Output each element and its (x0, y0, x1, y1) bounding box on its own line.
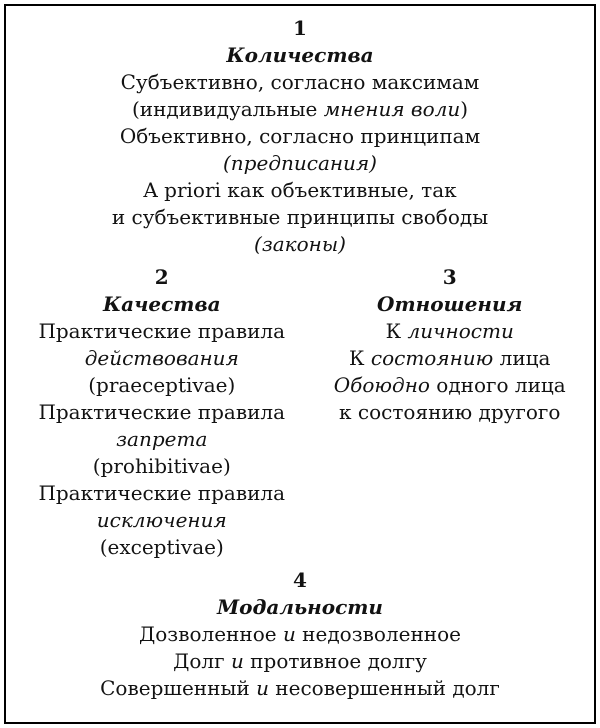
text-run: ) (460, 97, 469, 121)
text-line (312, 345, 588, 372)
section-quality (12, 264, 312, 561)
text-run: Совершенный (100, 676, 257, 700)
text-run: несовершенный долг (268, 676, 500, 700)
section-title: Качества (102, 292, 221, 316)
text-run: A priori как объективные, так (143, 178, 457, 202)
italic-run: и (282, 622, 296, 646)
italic-run: Обоюдно (333, 373, 430, 397)
text-line (12, 150, 588, 177)
text-line (12, 123, 588, 150)
section-modality (12, 567, 588, 702)
text-run: Практические правила (38, 319, 286, 343)
section-number: 3 (442, 265, 457, 289)
italic-run: мнения воли (323, 97, 461, 121)
text-run: Практические правила (38, 400, 286, 424)
text-line (12, 318, 312, 345)
table-frame (4, 4, 596, 724)
italic-run: исключения (96, 508, 227, 532)
section-number: 2 (154, 265, 169, 289)
text-run: лица (493, 346, 551, 370)
section-title: Количества (226, 43, 374, 67)
text-line (12, 345, 312, 372)
text-run: недозволенное (295, 622, 461, 646)
italic-run: состоянию (370, 346, 494, 370)
italic-run: (предписания) (223, 151, 377, 175)
text-line (312, 399, 588, 426)
text-run: к состоянию другого (339, 400, 561, 424)
section-lines (12, 318, 312, 561)
text-run: (prohibitivae) (92, 454, 231, 478)
text-run: (exceptivae) (99, 535, 224, 559)
section-number: 1 (293, 16, 307, 40)
text-run: Объективно, согласно принципам (119, 124, 481, 148)
middle-columns (12, 264, 588, 561)
section-lines (12, 621, 588, 702)
text-run: Субъективно, согласно максимам (120, 70, 480, 94)
text-line (12, 507, 312, 534)
text-line (312, 318, 588, 345)
text-line (12, 453, 312, 480)
italic-run: запрета (116, 427, 208, 451)
text-line (12, 480, 312, 507)
text-line (12, 675, 588, 702)
text-line (12, 621, 588, 648)
text-line (12, 96, 588, 123)
text-line (12, 648, 588, 675)
text-line (312, 372, 588, 399)
text-run: и субъективные принципы свободы (111, 205, 489, 229)
section-lines (12, 69, 588, 258)
italic-run: (законы) (254, 232, 346, 256)
italic-run: действования (84, 346, 239, 370)
italic-run: и (256, 676, 269, 700)
text-line (12, 534, 312, 561)
section-title: Отношения (377, 292, 523, 316)
text-line (12, 204, 588, 231)
italic-run: и (230, 649, 244, 673)
section-quantity (12, 15, 588, 258)
text-run: К (385, 319, 408, 343)
text-line (12, 177, 588, 204)
text-run: Практические правила (38, 481, 286, 505)
text-run: одного лица (429, 373, 566, 397)
section-relation (312, 264, 588, 561)
text-line (12, 231, 588, 258)
text-run: Долг (173, 649, 231, 673)
text-line (12, 372, 312, 399)
section-title: Модальности (217, 595, 383, 619)
text-run: (praeceptivae) (88, 373, 236, 397)
text-line (12, 426, 312, 453)
italic-run: личности (407, 319, 514, 343)
text-line (12, 399, 312, 426)
text-line (12, 69, 588, 96)
text-run: (индивидуальные (131, 97, 324, 121)
section-number: 4 (293, 568, 307, 592)
section-lines (312, 318, 588, 426)
text-run: противное долгу (243, 649, 427, 673)
text-run: К (349, 346, 371, 370)
text-run: Дозволенное (138, 622, 283, 646)
